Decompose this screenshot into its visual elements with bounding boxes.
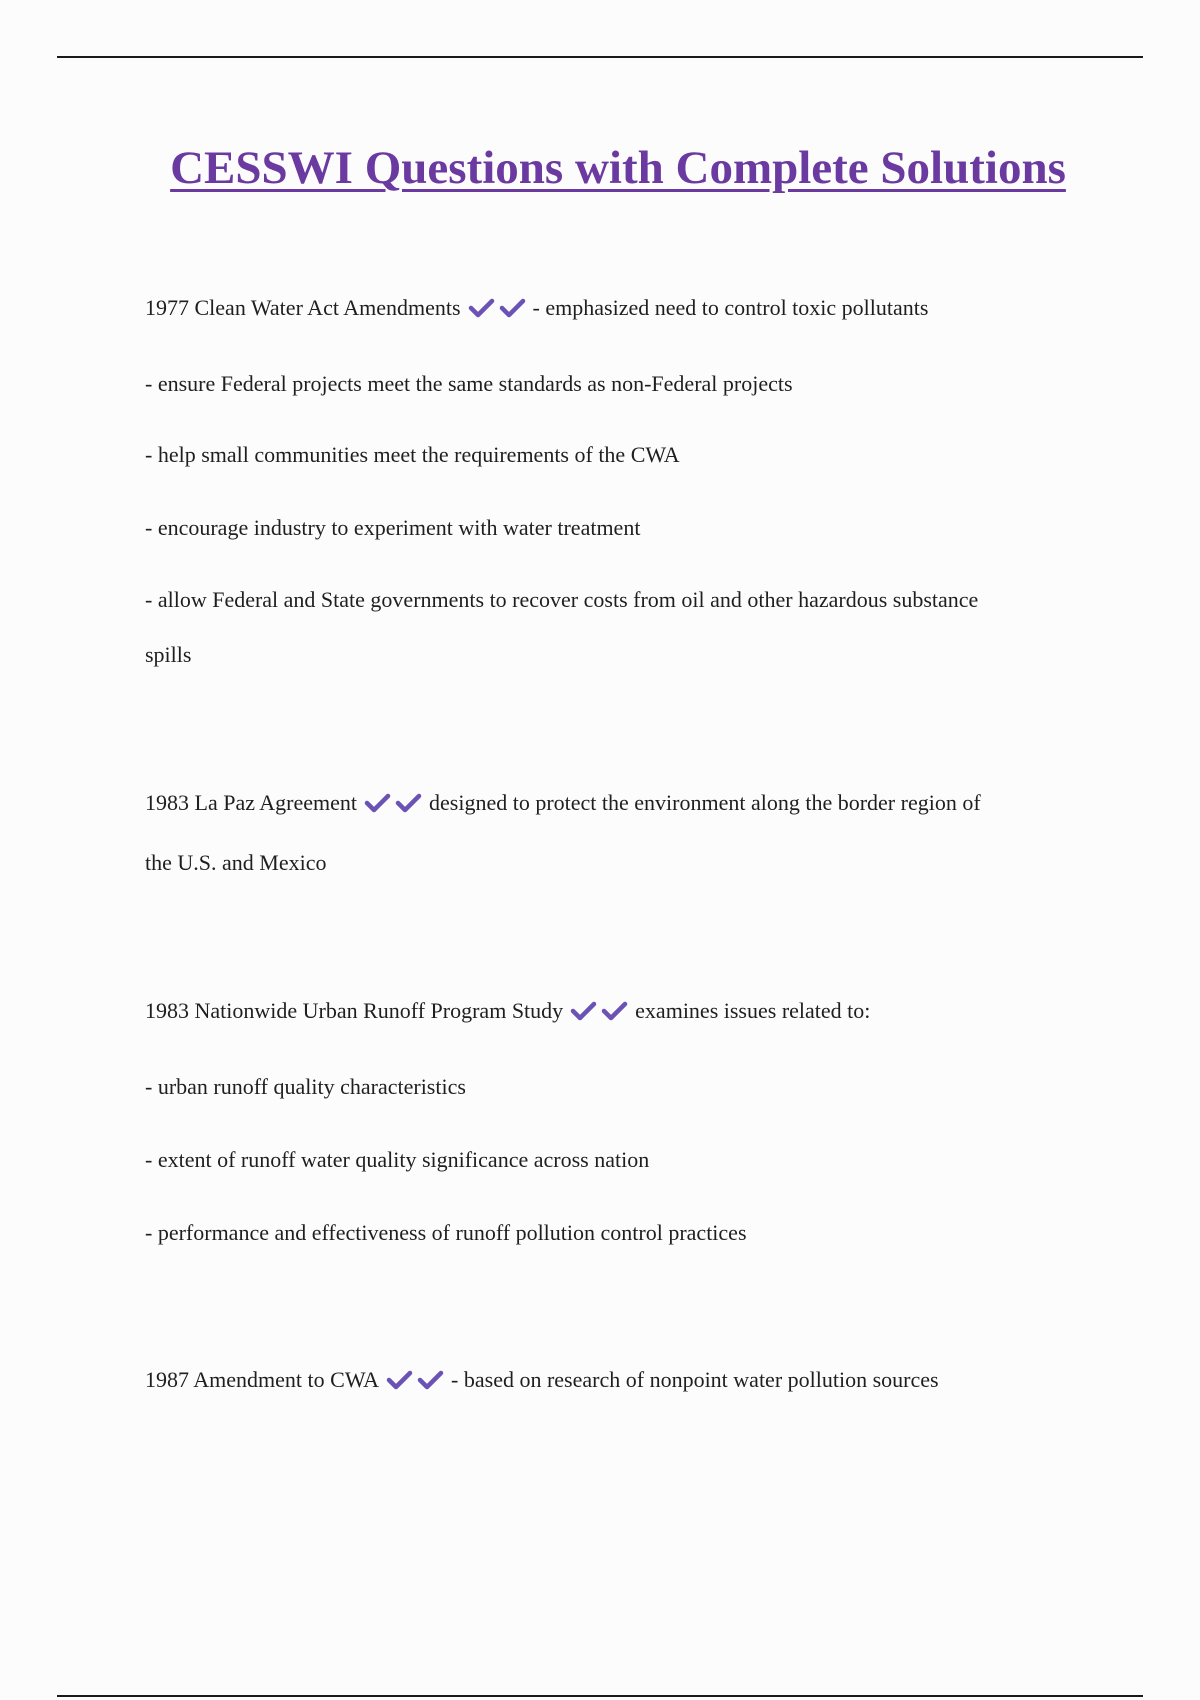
entry-answer: examines issues related to: bbox=[635, 998, 871, 1023]
double-check-marks bbox=[467, 293, 529, 323]
entry-2-question bbox=[145, 788, 981, 818]
check-icon bbox=[601, 1001, 628, 1021]
top-rule bbox=[57, 56, 1143, 58]
entry-4-question bbox=[145, 1365, 939, 1395]
check-icon bbox=[468, 298, 495, 318]
entry-answer: - based on research of nonpoint water pollution sources bbox=[451, 1367, 939, 1392]
double-check-marks bbox=[385, 1365, 447, 1395]
entry-1-detail: - encourage industry to experiment with water treatment bbox=[145, 515, 641, 540]
double-check-marks bbox=[363, 788, 425, 818]
entry-1-detail: - ensure Federal projects meet the same standards as non-Federal projects bbox=[145, 371, 793, 396]
entry-3-detail: - performance and effectiveness of runoff pollution control practices bbox=[145, 1220, 747, 1245]
check-icon bbox=[570, 1001, 597, 1021]
check-icon bbox=[386, 1370, 413, 1390]
page-title: CESSWI Questions with Complete Solutions bbox=[170, 142, 1066, 194]
entry-answer: - emphasized need to control toxic pollutants bbox=[532, 295, 929, 320]
entry-1-question bbox=[145, 293, 928, 323]
entry-3-detail: - extent of runoff water quality significance across nation bbox=[145, 1147, 650, 1172]
check-icon bbox=[395, 793, 422, 813]
entry-term: 1983 La Paz Agreement bbox=[145, 790, 357, 815]
entry-3-detail: - urban runoff quality characteristics bbox=[145, 1074, 466, 1099]
check-icon bbox=[364, 793, 391, 813]
entry-1-detail: - allow Federal and State governments to recover costs from oil and other hazardous substance bbox=[145, 587, 979, 612]
entry-1-detail: spills bbox=[145, 642, 192, 667]
entry-1-detail: - help small communities meet the requirements of the CWA bbox=[145, 442, 680, 467]
entry-term: 1987 Amendment to CWA bbox=[145, 1367, 380, 1392]
check-icon bbox=[417, 1370, 444, 1390]
entry-2-detail: the U.S. and Mexico bbox=[145, 850, 327, 875]
entry-answer: designed to protect the environment along the border region of bbox=[429, 790, 981, 815]
check-icon bbox=[499, 298, 526, 318]
entry-term: 1977 Clean Water Act Amendments bbox=[145, 295, 461, 320]
entry-term: 1983 Nationwide Urban Runoff Program Study bbox=[145, 998, 564, 1023]
entry-3-question bbox=[145, 996, 870, 1026]
bottom-rule bbox=[57, 1695, 1143, 1697]
double-check-marks bbox=[569, 996, 631, 1026]
